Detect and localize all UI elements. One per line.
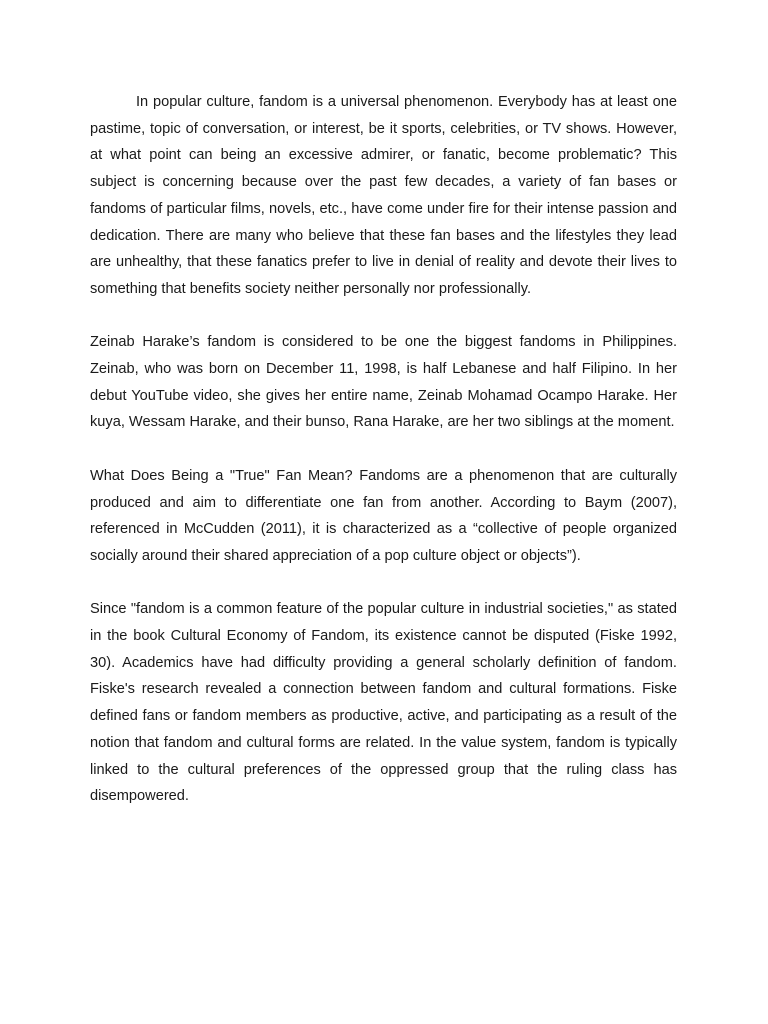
paragraph-fiske: Since "fandom is a common feature of the popular culture in industrial societies," as stated in the book Cultural Economy of Fandom, its existence cannot be disputed (Fiske 1992, 30). Academics have had difficulty providing a general scholarly definition of fandom. Fiske's research revealed a connection between fandom and cultural formations. Fiske defined fans or fandom members as productive, active, and participating as a result of the notion that fandom and cultural forms are related. In the value system, fandom is typically linked to the cultural preferences of the oppressed group that the ruling class has disempowered. — [90, 601, 677, 805]
paragraph-intro: In popular culture, fandom is a universal phenomenon. Everybody has at least one pastime, topic of conversation, or interest, be it sports, celebrities, or TV shows. However, at what point can being an excessive admirer, or fanatic, become problematic? This subject is concerning because over the past few decades, a variety of fan bases or fandoms of particular films, novels, etc., have come under fire for their intense passion and dedication. There are many who believe that these fan bases and the lifestyles they lead are unhealthy, that these fanatics prefer to live in denial of reality and devote their lives to something that benefits society neither personally nor professionally. — [90, 94, 677, 297]
paragraph-zeinab: Zeinab Harake’s fandom is considered to be one the biggest fandoms in Philippines. Zeinab, who was born on December 11, 1998, is half Lebanese and half Filipino. In her debut YouTube video, she gives her entire name, Zeinab Mohamad Ocampo Harake. Her kuya, Wessam Harake, and their bunso, Rana Harake, are her two siblings at the moment. — [90, 334, 677, 431]
paragraph-true-fan: What Does Being a "True" Fan Mean? Fandoms are a phenomenon that are culturally produced and aim to differentiate one fan from another. According to Baym (2007), referenced in McCudden (2011), it is characterized as a “collective of people organized socially around their shared appreciation of a pop culture object or objects”). — [90, 467, 677, 564]
document-body — [90, 89, 677, 837]
